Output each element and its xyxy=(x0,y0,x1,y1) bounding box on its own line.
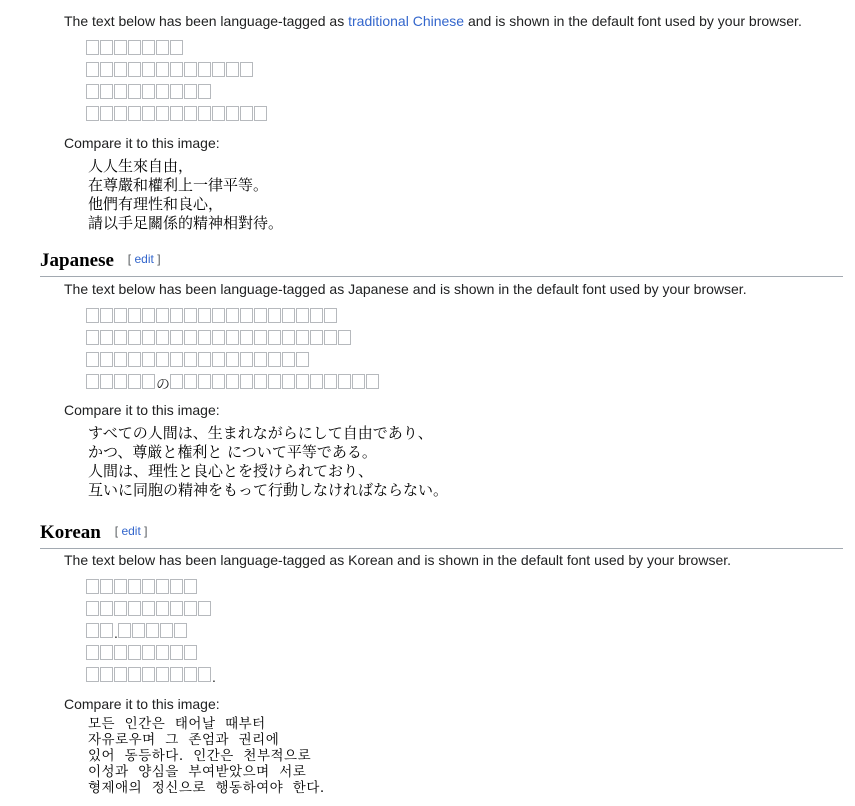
missing-glyph-box xyxy=(156,579,169,594)
missing-glyph-box xyxy=(296,330,309,345)
missing-glyph-box xyxy=(86,667,99,682)
missing-glyph-box xyxy=(156,601,169,616)
missing-glyph-box xyxy=(254,308,267,323)
missing-glyph-box xyxy=(156,645,169,660)
intro-suffix: and is shown in the default font used by your browser. xyxy=(393,552,732,568)
missing-glyph-box xyxy=(132,623,145,638)
tofu-line xyxy=(86,371,380,395)
missing-glyph-box xyxy=(128,84,141,99)
edit-link[interactable]: edit xyxy=(134,252,154,266)
missing-glyph-box xyxy=(128,667,141,682)
missing-glyph-box xyxy=(338,330,351,345)
missing-glyph-box xyxy=(184,308,197,323)
missing-glyph-box xyxy=(198,601,211,616)
missing-glyph-box xyxy=(114,40,127,55)
compare-label-traditional-chinese: Compare it to this image: xyxy=(64,135,220,151)
language-name-japanese: Japanese xyxy=(348,281,409,297)
tofu-line xyxy=(86,37,184,59)
missing-glyph-box xyxy=(156,308,169,323)
missing-glyph-box xyxy=(142,352,155,367)
missing-glyph-box xyxy=(184,62,197,77)
language-name-korean: Korean xyxy=(348,552,394,568)
top-cut-heading xyxy=(40,0,160,2)
missing-glyph-box xyxy=(254,106,267,121)
reference-image-traditional-chinese: 人人生來自由， 在尊嚴和權利上一律平等。 他們有理性和良心， 請以手足關係的精神相對待。 xyxy=(88,157,284,232)
missing-glyph-box xyxy=(310,308,323,323)
missing-glyph-box xyxy=(170,106,183,121)
intro-prefix: The text below has been language-tagged as xyxy=(64,13,349,29)
missing-glyph-box xyxy=(100,645,113,660)
tofu-line xyxy=(86,642,198,664)
missing-glyph-box xyxy=(282,352,295,367)
missing-glyph-box xyxy=(184,330,197,345)
missing-glyph-box xyxy=(142,62,155,77)
missing-glyph-box xyxy=(114,667,127,682)
missing-glyph-box xyxy=(114,330,127,345)
missing-glyph-box xyxy=(86,84,99,99)
edit-section-korean: [ edit ] xyxy=(114,524,148,538)
missing-glyph-box xyxy=(142,84,155,99)
intro-prefix: The text below has been language-tagged as xyxy=(64,281,349,297)
language-link-traditional-chinese[interactable]: traditional Chinese xyxy=(348,13,465,29)
missing-glyph-box xyxy=(240,308,253,323)
missing-glyph-box xyxy=(86,623,99,638)
missing-glyph-box xyxy=(86,62,99,77)
missing-glyph-box xyxy=(114,352,127,367)
missing-glyph-box xyxy=(128,106,141,121)
missing-glyph-box xyxy=(170,40,183,55)
missing-glyph-box xyxy=(100,40,113,55)
missing-glyph-box xyxy=(128,645,141,660)
missing-glyph-box xyxy=(212,330,225,345)
reference-image-japanese: すべての人間は、生まれながらにして自由であり、 かつ、尊厳と権利と について平等である。 人間は、理性と良心とを授けられており、 互いに同胞の精神をもって行動しなければならない。 xyxy=(88,424,449,499)
missing-glyph-box xyxy=(324,374,337,389)
intro-traditional-chinese xyxy=(64,12,802,31)
missing-glyph-box xyxy=(100,308,113,323)
missing-glyph-box xyxy=(170,308,183,323)
missing-glyph-box xyxy=(100,601,113,616)
missing-glyph-box xyxy=(324,308,337,323)
missing-glyph-box xyxy=(212,374,225,389)
missing-glyph-box xyxy=(296,374,309,389)
missing-glyph-box xyxy=(184,374,197,389)
edit-section-japanese: [ edit ] xyxy=(127,252,161,266)
missing-glyph-box xyxy=(128,330,141,345)
missing-glyph-box xyxy=(114,579,127,594)
missing-glyph-box xyxy=(100,62,113,77)
missing-glyph-box xyxy=(226,308,239,323)
tofu-line xyxy=(86,59,254,81)
intro-japanese xyxy=(64,280,747,299)
missing-glyph-box xyxy=(86,352,99,367)
missing-glyph-box xyxy=(114,62,127,77)
missing-glyph-box xyxy=(128,40,141,55)
tofu-line xyxy=(86,349,310,371)
missing-glyph-box xyxy=(198,330,211,345)
missing-glyph-box xyxy=(282,330,295,345)
missing-glyph-box xyxy=(268,374,281,389)
tofu-line xyxy=(86,620,188,644)
missing-glyph-box xyxy=(86,40,99,55)
intro-korean xyxy=(64,551,731,570)
compare-label-japanese: Compare it to this image: xyxy=(64,402,220,418)
missing-glyph-box xyxy=(184,352,197,367)
missing-glyph-box xyxy=(156,667,169,682)
missing-glyph-box xyxy=(198,374,211,389)
edit-link[interactable]: edit xyxy=(121,524,141,538)
missing-glyph-box xyxy=(254,352,267,367)
missing-glyph-box xyxy=(226,106,239,121)
missing-glyph-box xyxy=(240,62,253,77)
missing-glyph-box xyxy=(114,374,127,389)
missing-glyph-box xyxy=(338,374,351,389)
missing-glyph-box xyxy=(86,308,99,323)
inline-glyph: . xyxy=(114,625,118,641)
intro-suffix: and is shown in the default font used by your browser. xyxy=(464,13,802,29)
missing-glyph-box xyxy=(100,623,113,638)
missing-glyph-box xyxy=(212,352,225,367)
missing-glyph-box xyxy=(268,330,281,345)
missing-glyph-box xyxy=(156,106,169,121)
tofu-line xyxy=(86,103,268,125)
missing-glyph-box xyxy=(170,352,183,367)
missing-glyph-box xyxy=(366,374,379,389)
missing-glyph-box xyxy=(100,330,113,345)
tofu-line xyxy=(86,576,198,598)
missing-glyph-box xyxy=(170,667,183,682)
missing-glyph-box xyxy=(254,330,267,345)
missing-glyph-box xyxy=(174,623,187,638)
compare-label-korean: Compare it to this image: xyxy=(64,696,220,712)
missing-glyph-box xyxy=(198,62,211,77)
missing-glyph-box xyxy=(212,62,225,77)
missing-glyph-box xyxy=(86,579,99,594)
missing-glyph-box xyxy=(324,330,337,345)
missing-glyph-box xyxy=(282,308,295,323)
missing-glyph-box xyxy=(142,330,155,345)
missing-glyph-box xyxy=(282,374,295,389)
missing-glyph-box xyxy=(114,106,127,121)
missing-glyph-box xyxy=(226,352,239,367)
missing-glyph-box xyxy=(142,374,155,389)
missing-glyph-box xyxy=(156,84,169,99)
missing-glyph-box xyxy=(240,330,253,345)
missing-glyph-box xyxy=(268,308,281,323)
heading-text-japanese: Japanese xyxy=(40,250,114,271)
missing-glyph-box xyxy=(184,579,197,594)
reference-image-korean: 모든 인간은 태어날 때부터 자유로우며 그 존엄과 권리에 있어 동등하다. 인간은 천부적으로 이성과 양심을 부여받았으며 서로 형제애의 정신으로 행동하여야 한다. xyxy=(88,716,325,796)
missing-glyph-box xyxy=(226,374,239,389)
missing-glyph-box xyxy=(156,330,169,345)
missing-glyph-box xyxy=(170,84,183,99)
tofu-line xyxy=(86,664,216,688)
section-heading-korean xyxy=(40,522,843,549)
missing-glyph-box xyxy=(114,645,127,660)
missing-glyph-box xyxy=(100,374,113,389)
missing-glyph-box xyxy=(184,106,197,121)
missing-glyph-box xyxy=(170,579,183,594)
inline-glyph: . xyxy=(212,669,216,685)
missing-glyph-box xyxy=(86,601,99,616)
missing-glyph-box xyxy=(128,374,141,389)
missing-glyph-box xyxy=(156,40,169,55)
missing-glyph-box xyxy=(226,62,239,77)
missing-glyph-box xyxy=(170,601,183,616)
missing-glyph-box xyxy=(142,601,155,616)
missing-glyph-box xyxy=(198,308,211,323)
missing-glyph-box xyxy=(184,645,197,660)
missing-glyph-box xyxy=(118,623,131,638)
missing-glyph-box xyxy=(128,62,141,77)
missing-glyph-box xyxy=(100,352,113,367)
missing-glyph-box xyxy=(240,352,253,367)
missing-glyph-box xyxy=(128,579,141,594)
missing-glyph-box xyxy=(212,308,225,323)
missing-glyph-box xyxy=(296,308,309,323)
missing-glyph-box xyxy=(198,667,211,682)
missing-glyph-box xyxy=(100,106,113,121)
heading-text-korean: Korean xyxy=(40,522,101,543)
missing-glyph-box xyxy=(184,601,197,616)
missing-glyph-box xyxy=(114,601,127,616)
missing-glyph-box xyxy=(226,330,239,345)
missing-glyph-box xyxy=(86,374,99,389)
missing-glyph-box xyxy=(170,374,183,389)
missing-glyph-box xyxy=(240,374,253,389)
tofu-line xyxy=(86,81,212,103)
missing-glyph-box xyxy=(114,308,127,323)
missing-glyph-box xyxy=(100,84,113,99)
missing-glyph-box xyxy=(128,601,141,616)
missing-glyph-box xyxy=(184,84,197,99)
missing-glyph-box xyxy=(296,352,309,367)
missing-glyph-box xyxy=(114,84,127,99)
missing-glyph-box xyxy=(212,106,225,121)
missing-glyph-box xyxy=(146,623,159,638)
missing-glyph-box xyxy=(142,308,155,323)
missing-glyph-box xyxy=(310,330,323,345)
inline-glyph: の xyxy=(156,376,170,392)
missing-glyph-box xyxy=(142,645,155,660)
tofu-line xyxy=(86,598,212,620)
missing-glyph-box xyxy=(198,106,211,121)
missing-glyph-box xyxy=(142,40,155,55)
missing-glyph-box xyxy=(86,645,99,660)
missing-glyph-box xyxy=(86,106,99,121)
missing-glyph-box xyxy=(128,352,141,367)
section-heading-japanese xyxy=(40,250,843,277)
missing-glyph-box xyxy=(100,579,113,594)
missing-glyph-box xyxy=(142,579,155,594)
missing-glyph-box xyxy=(170,62,183,77)
missing-glyph-box xyxy=(86,330,99,345)
missing-glyph-box xyxy=(268,352,281,367)
missing-glyph-box xyxy=(100,667,113,682)
missing-glyph-box xyxy=(310,374,323,389)
missing-glyph-box xyxy=(198,84,211,99)
intro-prefix: The text below has been language-tagged as xyxy=(64,552,349,568)
intro-suffix: and is shown in the default font used by your browser. xyxy=(408,281,747,297)
missing-glyph-box xyxy=(240,106,253,121)
missing-glyph-box xyxy=(142,667,155,682)
missing-glyph-box xyxy=(170,330,183,345)
missing-glyph-box xyxy=(254,374,267,389)
missing-glyph-box xyxy=(352,374,365,389)
missing-glyph-box xyxy=(170,645,183,660)
missing-glyph-box xyxy=(156,62,169,77)
tofu-line xyxy=(86,327,352,349)
missing-glyph-box xyxy=(156,352,169,367)
missing-glyph-box xyxy=(184,667,197,682)
missing-glyph-box xyxy=(142,106,155,121)
missing-glyph-box xyxy=(160,623,173,638)
missing-glyph-box xyxy=(198,352,211,367)
missing-glyph-box xyxy=(128,308,141,323)
tofu-line xyxy=(86,305,338,327)
